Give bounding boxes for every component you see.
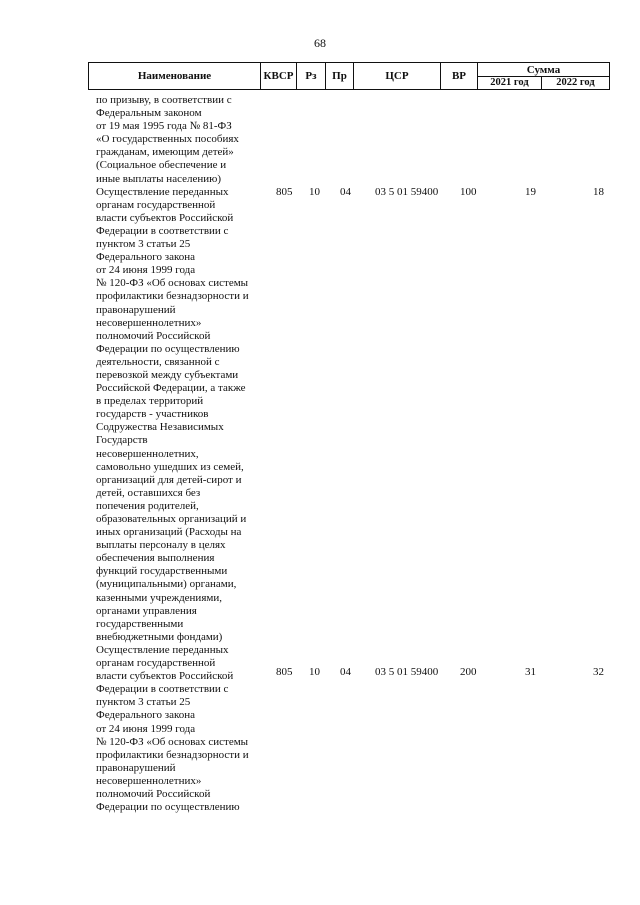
text-line: № 120-ФЗ «Об основах системы: [96, 735, 249, 748]
cell-pr: 04: [340, 186, 351, 198]
text-line: внебюджетными фондами): [96, 630, 223, 643]
page-number: 68: [314, 36, 326, 50]
header-rz: Рз: [297, 63, 326, 89]
cell-sum-2021: 31: [525, 666, 536, 678]
table-row: [0, 666, 640, 680]
text-line: организаций для детей-сирот и: [96, 473, 242, 486]
text-line: Федеральным законом: [96, 107, 202, 120]
text-line: несовершеннолетних,: [96, 447, 199, 460]
header-sum-group: [478, 63, 609, 89]
text-line: Осуществление переданных: [96, 643, 229, 656]
text-line: Федерации в соответствии с: [96, 683, 229, 696]
text-line: от 24 июня 1999 года: [96, 722, 196, 735]
cell-sum-2022: 18: [593, 186, 604, 198]
cell-kvsr: 805: [276, 186, 293, 198]
text-line: Федерации по осуществлению: [96, 801, 240, 814]
text-line: (муниципальными) органами,: [96, 578, 237, 591]
header-pr: Пр: [326, 63, 354, 89]
table-row: [0, 186, 640, 200]
text-line: правонарушений: [96, 761, 176, 774]
text-line: полномочий Российской: [96, 787, 211, 800]
text-line: власти субъектов Российской: [96, 670, 234, 683]
text-line: Федерации в соответствии с: [96, 224, 229, 237]
cell-vr: 100: [460, 186, 477, 198]
text-line: детей, оставшихся без: [96, 486, 201, 499]
cell-csr: 03 5 01 59400: [375, 666, 439, 678]
text-line: перевозкой между субъектами: [96, 368, 239, 381]
header-year-2022: 2022 год: [556, 77, 595, 88]
text-line: органам государственной: [96, 198, 216, 211]
text-line: несовершеннолетних»: [96, 316, 202, 329]
text-line: в пределах территорий: [96, 395, 204, 408]
text-line: власти субъектов Российской: [96, 211, 234, 224]
cell-sum-2021: 19: [525, 186, 536, 198]
text-line: полномочий Российской: [96, 329, 211, 342]
text-line: попечения родителей,: [96, 499, 199, 512]
text-line: гражданам, имеющим детей»: [96, 146, 234, 159]
text-line: образовательных организаций и: [96, 513, 247, 525]
text-line: иные выплаты населению): [96, 172, 221, 185]
text-line: казенными учреждениями,: [96, 591, 222, 604]
text-line: деятельности, связанной с: [96, 355, 220, 368]
cell-sum-2022: 32: [593, 666, 604, 678]
text-line: функций государственными: [96, 565, 228, 578]
text-line: профилактики безнадзорности и: [96, 748, 249, 761]
text-line: Российской Федерации, а также: [96, 382, 246, 395]
header-csr: ЦСР: [354, 63, 441, 89]
text-line: иных организаций (Расходы на: [96, 526, 242, 539]
header-kvsr: КВСР: [261, 63, 297, 89]
text-line: профилактики безнадзорности и: [96, 290, 249, 303]
text-line: самовольно ушедших из семей,: [96, 460, 244, 473]
text-line: по призыву, в соответствии с: [96, 94, 232, 106]
cell-kvsr: 805: [276, 666, 293, 678]
text-line: от 19 мая 1995 года № 81-ФЗ: [96, 120, 232, 133]
cell-pr: 04: [340, 666, 351, 678]
text-line: органами управления: [96, 604, 197, 617]
cell-vr: 200: [460, 666, 477, 678]
text-line: пунктом 3 статьи 25: [96, 238, 191, 251]
header-name: Наименование: [89, 63, 261, 89]
header-sum: Сумма: [478, 63, 609, 77]
text-line: государственными: [96, 617, 184, 630]
text-line: Федерации по осуществлению: [96, 342, 240, 355]
row-names-column: [96, 94, 266, 814]
text-line: выплаты персоналу в целях: [96, 539, 226, 552]
text-line: Осуществление переданных: [96, 185, 229, 198]
header-year-2021: 2021 год: [478, 76, 542, 89]
text-line: пунктом 3 статьи 25: [96, 696, 191, 709]
text-line: № 120-ФЗ «Об основах системы: [96, 277, 249, 290]
text-line: правонарушений: [96, 303, 176, 316]
header-vr: ВР: [441, 63, 478, 89]
text-line: государств - участников: [96, 408, 209, 421]
cell-csr: 03 5 01 59400: [375, 186, 439, 198]
text-line: Государств: [96, 434, 148, 447]
text-line: несовершеннолетних»: [96, 774, 202, 787]
text-line: «О государственных пособиях: [96, 133, 239, 146]
text-line: Федерального закона: [96, 709, 196, 722]
budget-table: [88, 62, 610, 90]
cell-rz: 10: [309, 186, 320, 198]
text-line: от 24 июня 1999 года: [96, 264, 196, 277]
text-line: Федерального закона: [96, 251, 196, 264]
text-line: Содружества Независимых: [96, 421, 224, 434]
table-header: [88, 62, 610, 90]
text-line: органам государственной: [96, 657, 216, 670]
text-line: обеспечения выполнения: [96, 552, 215, 565]
text-line: (Социальное обеспечение и: [96, 159, 227, 172]
cell-rz: 10: [309, 666, 320, 678]
